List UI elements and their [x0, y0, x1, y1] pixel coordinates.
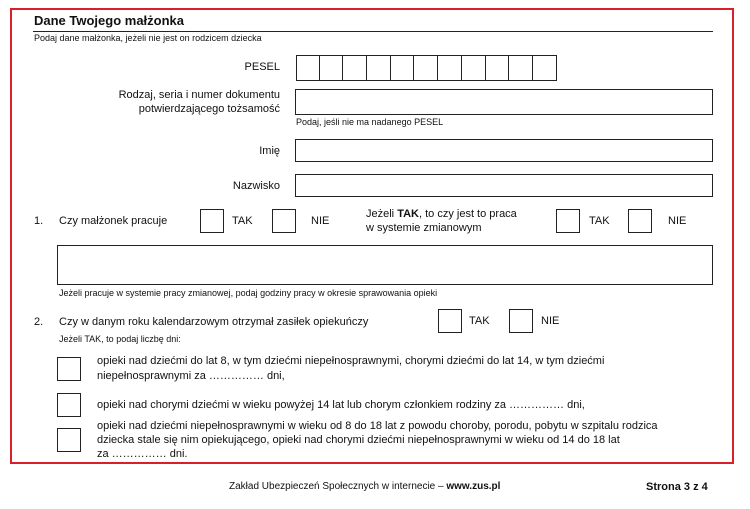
q1-shift-yes-checkbox[interactable]: [556, 209, 580, 233]
shift-hours-input[interactable]: [57, 245, 713, 285]
pesel-digit[interactable]: [320, 55, 344, 81]
q1-followup-line1: Jeżeli TAK, to czy jest to praca: [366, 208, 517, 220]
q1-shift-no-label: NIE: [668, 215, 687, 227]
pesel-digit[interactable]: [438, 55, 462, 81]
q1-question: Czy małżonek pracuje: [59, 215, 168, 227]
shift-hours-hint: Jeżeli pracuje w systemie pracy zmianowej, podaj godziny pracy w okresie sprawowania opieki: [59, 288, 438, 298]
q2-option2-text: opieki nad chorymi dziećmi w wieku powyżej 14 lat lub chorym członkiem rodziny za …………… dni,: [97, 399, 585, 411]
q1-yes-label: TAK: [232, 215, 253, 227]
first-name-label: Imię: [259, 145, 280, 157]
q2-yes-checkbox[interactable]: [438, 309, 462, 333]
document-label-line2: potwierdzającego tożsamość: [138, 103, 280, 115]
q2-hint: Jeżeli TAK, to podaj liczbę dni:: [59, 334, 181, 344]
q2-yes-label: TAK: [469, 315, 490, 327]
document-hint: Podaj, jeśli nie ma nadanego PESEL: [296, 117, 444, 127]
pesel-digit[interactable]: [343, 55, 367, 81]
q1-shift-no-checkbox[interactable]: [628, 209, 652, 233]
last-name-label: Nazwisko: [232, 180, 280, 192]
q1-number: 1.: [34, 215, 44, 227]
pesel-digit[interactable]: [462, 55, 486, 81]
q2-option1-checkbox[interactable]: [57, 357, 81, 381]
q2-option3-line2: dziecka stale się nim opiekującego, opieki nad chorymi dziećmi niepełnosprawnymi w wieku od 14 do 18 lat: [97, 434, 620, 446]
pesel-digit[interactable]: [414, 55, 438, 81]
title-divider: [33, 31, 713, 32]
q1-no-checkbox[interactable]: [272, 209, 296, 233]
q2-option3-checkbox[interactable]: [57, 428, 81, 452]
q1-followup-line2: w systemie zmianowym: [366, 222, 482, 234]
q2-no-label: NIE: [541, 315, 560, 327]
footer-text: Zakład Ubezpieczeń Społecznych w internecie – www.zus.pl: [229, 481, 501, 492]
document-number-input[interactable]: [295, 89, 713, 115]
page-number: Strona 3 z 4: [646, 481, 708, 493]
last-name-input[interactable]: [295, 174, 713, 197]
q2-no-checkbox[interactable]: [509, 309, 533, 333]
q2-number: 2.: [34, 316, 44, 328]
q2-option3-line1: opieki nad dziećmi niepełnosprawnymi w wieku od 8 do 18 lat z powodu choroby, porodu, pobytu w szpitalu rodzica: [97, 420, 658, 432]
pesel-digit[interactable]: [486, 55, 510, 81]
section-subtitle: Podaj dane małżonka, jeżeli nie jest on rodzicem dziecka: [34, 33, 262, 43]
q2-option1-line1: opieki nad dziećmi do lat 8, w tym dziećmi niepełnosprawnymi, chorymi dziećmi do lat 14, w tym dziećmi: [97, 355, 605, 367]
pesel-digit[interactable]: [391, 55, 415, 81]
first-name-input[interactable]: [295, 139, 713, 162]
q1-yes-checkbox[interactable]: [200, 209, 224, 233]
q2-option3-line3: za …………… dni.: [97, 448, 188, 460]
q2-option1-line2: niepełnosprawnymi za …………… dni,: [97, 370, 285, 382]
q1-no-label: NIE: [311, 215, 330, 227]
q2-question: Czy w danym roku kalendarzowym otrzymał zasiłek opiekuńczy: [59, 316, 369, 328]
pesel-input[interactable]: [296, 55, 557, 81]
document-label-line1: Rodzaj, seria i numer dokumentu: [118, 89, 280, 101]
pesel-digit[interactable]: [296, 55, 320, 81]
q1-shift-yes-label: TAK: [589, 215, 610, 227]
pesel-digit[interactable]: [367, 55, 391, 81]
pesel-digit[interactable]: [533, 55, 557, 81]
footer-url-link[interactable]: www.zus.pl: [446, 481, 501, 492]
pesel-digit[interactable]: [509, 55, 533, 81]
section-title: Dane Twojego małżonka: [34, 13, 185, 28]
q2-option2-checkbox[interactable]: [57, 393, 81, 417]
pesel-label: PESEL: [244, 61, 280, 73]
